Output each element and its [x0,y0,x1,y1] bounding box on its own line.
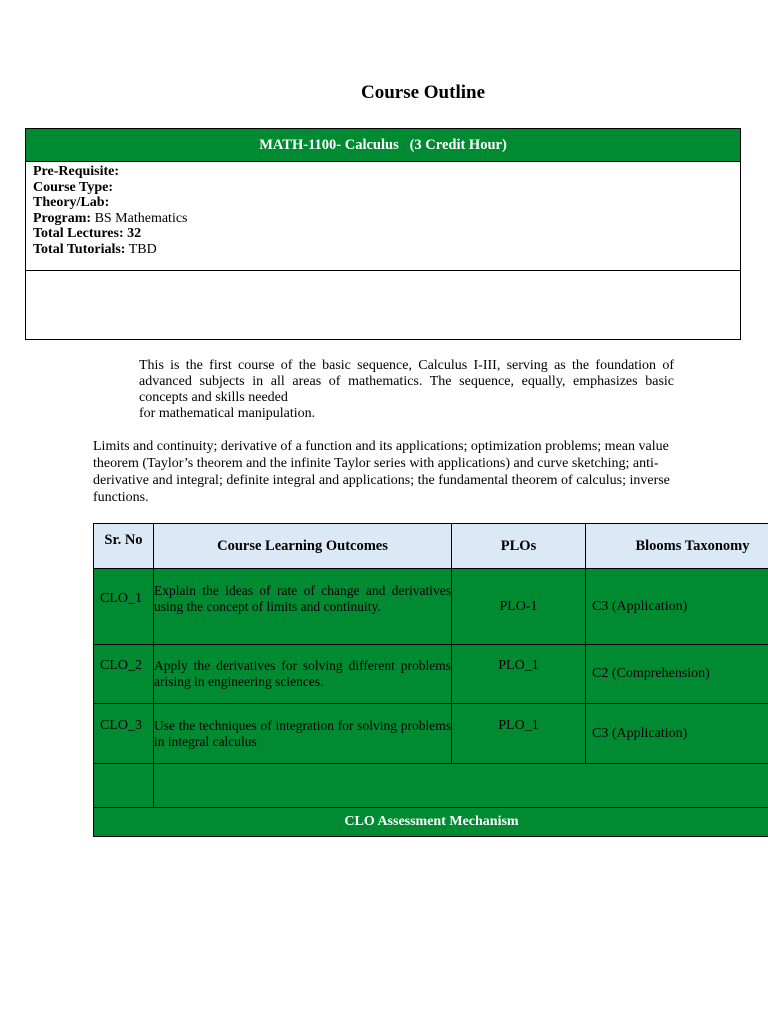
theory-lab-label: Theory/Lab: [33,195,110,210]
clo-outcome: Apply the derivatives for solving different problems arising in engineering sciences. [154,645,452,704]
clo-bloom: C3 (Application) [586,704,768,764]
course-info-box [25,128,741,340]
program-label: Program: [33,210,92,226]
course-header: MATH-1100- Calculus (3 Credit Hour) [26,129,740,162]
empty-row [94,764,768,808]
clo-assessment-mechanism: CLO Assessment Mechanism [94,808,768,837]
description-line-2: for mathematical manipulation. [139,406,316,421]
course-description [139,358,674,422]
clo-sr: CLO_3 [94,704,154,764]
assessment-row [94,808,768,837]
clo-plo: PLO_1 [452,704,586,764]
clo-outcome: Explain the ideas of rate of change and derivatives using the concept of limits and continuity. [154,569,452,645]
course-type-label: Course Type: [33,179,113,195]
clo-plo: PLO_1 [452,645,586,704]
table-row [94,645,768,704]
description-line-1: This is the first course of the basic sequence, Calculus I-III, serving as the foundation of advanced subjects in all areas of mathematics. The sequence, equally, emphasizes basic concepts and skills needed [139,358,674,405]
empty-cell [94,764,154,808]
pre-requisite-label: Pre-Requisite: [33,164,120,179]
course-details [26,162,740,271]
header-plos: PLOs [452,524,586,569]
empty-cell [154,764,768,808]
total-tutorials-value: TBD [125,241,157,257]
header-course-learning-outcomes: Course Learning Outcomes [154,524,452,569]
page-title: Course Outline [360,82,486,103]
header-sr-no: Sr. No [94,524,154,569]
clo-table [93,523,768,837]
header-blooms-taxonomy: Blooms Taxonomy [586,524,768,569]
clo-outcome: Use the techniques of integration for solving problems in integral calculus [154,704,452,764]
clo-plo: PLO-1 [452,569,586,645]
clo-table-header-row [94,524,768,569]
program-value: BS Mathematics [91,210,188,226]
total-lectures-label: Total Lectures: 32 [33,226,142,241]
table-row [94,569,768,645]
total-tutorials-label: Total Tutorials: [33,241,126,257]
clo-bloom: C2 (Comprehension) [586,645,768,704]
clo-bloom: C3 (Application) [586,569,768,645]
table-row [94,704,768,764]
clo-sr: CLO_1 [94,569,154,645]
clo-sr: CLO_2 [94,645,154,704]
course-contents: Limits and continuity; derivative of a function and its applications; optimization problems; mean value theorem (Taylor’s theorem and the infinite Taylor series with applications) and curve sketching; anti-derivative and integral; definite integral and applications; the fundamental theorem of calculus; inverse functions. [93,439,670,505]
